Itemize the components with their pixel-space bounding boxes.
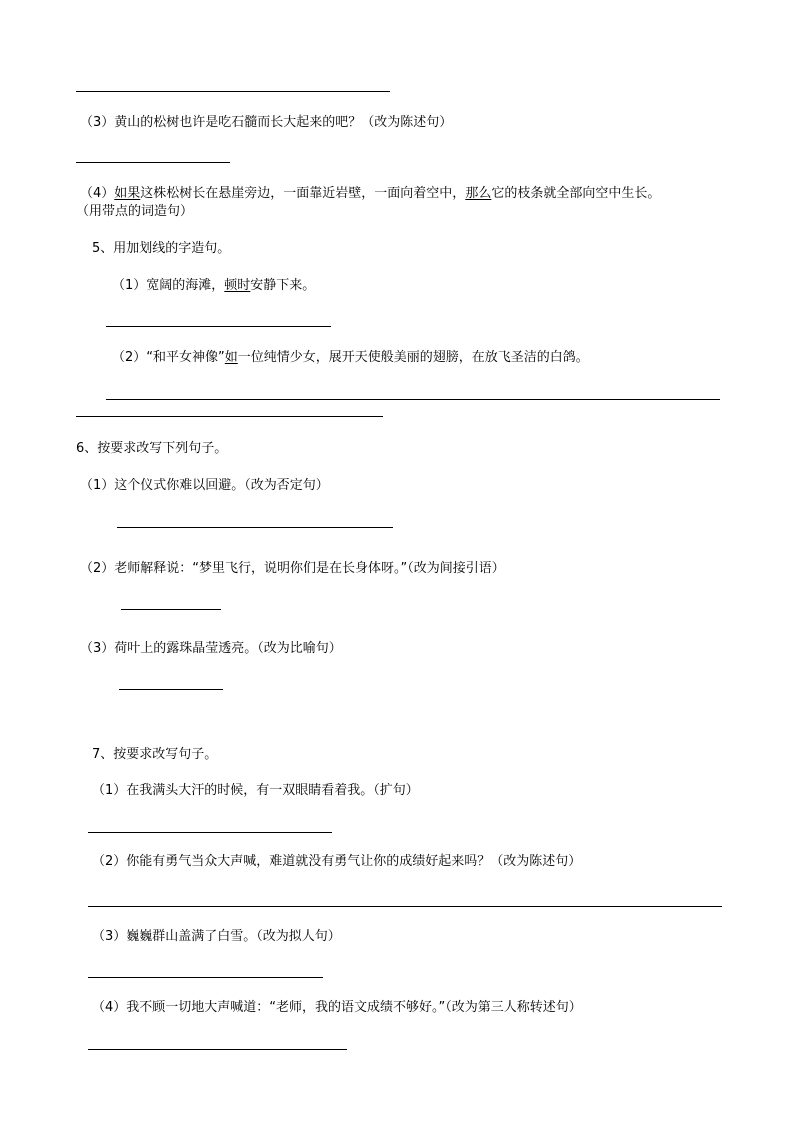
dotted-word-1: 如果 [114, 186, 141, 201]
answer-line[interactable] [88, 977, 323, 978]
section-7-item-3: （3）巍巍群山盖满了白雪。（改为拟人句） [92, 929, 341, 944]
section-7-item-4: （4）我不顾一切地大声喊道：“老师，我的语文成绩不够好。”（改为第三人称转述句） [92, 1000, 582, 1015]
answer-line[interactable] [88, 832, 332, 833]
answer-line[interactable] [119, 689, 223, 690]
question-3-text: （3）黄山的松树也许是吃石髓而长大起来的吧？（改为陈述句） [80, 115, 453, 130]
question-4-text: （4）如果这株松树长在悬崖旁边，一面靠近岩壁，一面向着空中，那么它的枝条就全部向空中生长。 [80, 186, 661, 201]
section-6-heading: 6、按要求改写下列句子。 [76, 441, 228, 456]
answer-line[interactable] [121, 609, 221, 610]
answer-line[interactable] [88, 1049, 347, 1050]
answer-line[interactable] [117, 527, 393, 528]
section-6-item-1: （1）这个仪式你难以回避。（改为否定句） [80, 478, 329, 493]
answer-line[interactable] [106, 399, 720, 400]
section-6-item-2: （2）老师解释说：“梦里飞行，说明你们是在长身体呀。”（改为间接引语） [80, 561, 505, 576]
section-5-item-1: （1）宽阔的海滩，顿时安静下来。 [112, 278, 316, 293]
answer-line[interactable] [106, 326, 331, 327]
section-5-item-2: （2）“和平女神像”如一位纯情少女，展开天使般美丽的翅膀，在放飞圣洁的白鸽。 [112, 350, 589, 365]
section-7-item-1: （1）在我满头大汗的时候，有一双眼睛看着我。（扩句） [92, 783, 419, 798]
answer-line[interactable] [76, 162, 230, 163]
underlined-word: 顿时 [224, 278, 251, 293]
answer-line[interactable] [76, 91, 390, 92]
dotted-word-2: 那么 [465, 186, 492, 201]
section-6-item-3: （3）荷叶上的露珠晶莹透亮。（改为比喻句） [80, 641, 342, 656]
section-5-heading: 5、用加划线的字造句。 [92, 241, 231, 256]
underlined-word: 如 [224, 350, 238, 365]
section-7-heading: 7、按要求改写句子。 [92, 747, 218, 762]
answer-line[interactable] [76, 416, 383, 417]
question-4-note: （用带点的词造句） [76, 204, 194, 219]
section-7-item-2: （2）你能有勇气当众大声喊，难道就没有勇气让你的成绩好起来吗？（改为陈述句） [92, 854, 582, 869]
answer-line[interactable] [88, 906, 722, 907]
